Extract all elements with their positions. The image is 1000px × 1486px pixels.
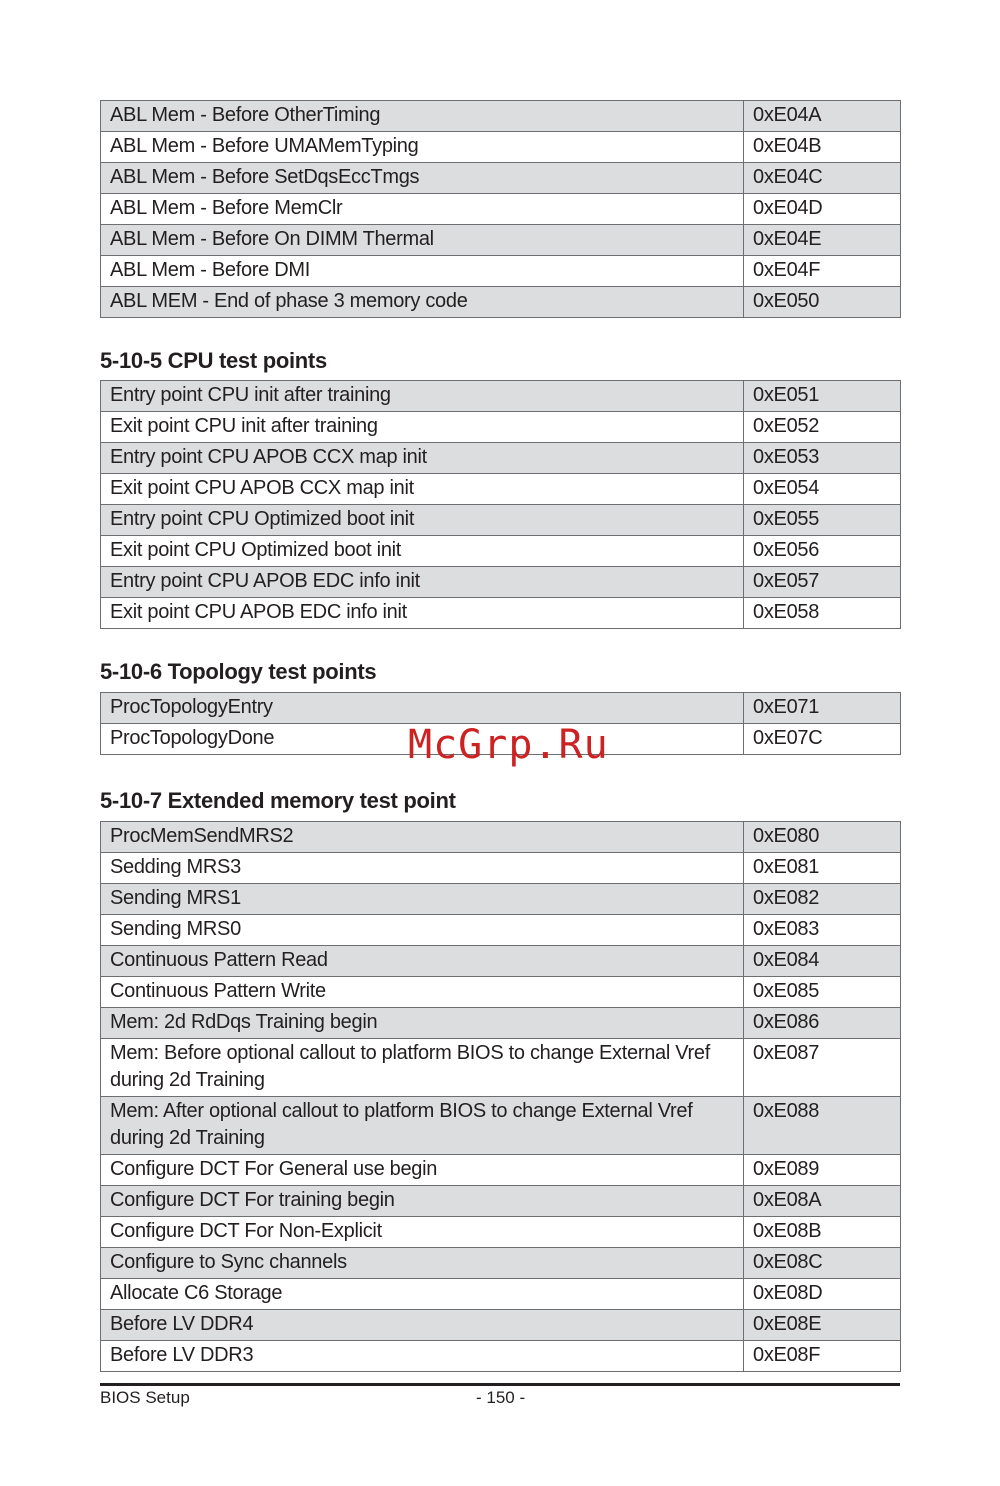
row-description: ABL Mem - Before SetDqsEccTmgs xyxy=(101,163,744,194)
table-row xyxy=(101,946,901,977)
table-row xyxy=(101,256,901,287)
row-code: 0xE085 xyxy=(744,977,901,1008)
table-row xyxy=(101,567,901,598)
row-code: 0xE088 xyxy=(744,1097,901,1155)
row-description: Entry point CPU APOB CCX map init xyxy=(101,443,744,474)
row-code: 0xE08F xyxy=(744,1341,901,1372)
table-row xyxy=(101,822,901,853)
table-row xyxy=(101,443,901,474)
row-code: 0xE058 xyxy=(744,598,901,629)
table-row xyxy=(101,1008,901,1039)
section-heading-topology: 5-10-6 Topology test points xyxy=(100,659,377,684)
table-row xyxy=(101,693,901,724)
row-description: Configure DCT For Non-Explicit xyxy=(101,1217,744,1248)
table-row xyxy=(101,474,901,505)
row-description: Entry point CPU APOB EDC info init xyxy=(101,567,744,598)
table-abl-mem xyxy=(100,100,901,318)
row-description: Before LV DDR4 xyxy=(101,1310,744,1341)
row-description: Sending MRS0 xyxy=(101,915,744,946)
watermark: McGrp.Ru xyxy=(408,722,609,768)
page-number: - 150 - xyxy=(476,1388,526,1407)
row-description: Sedding MRS3 xyxy=(101,853,744,884)
footer-divider xyxy=(100,1383,900,1386)
row-description: ABL Mem - Before DMI xyxy=(101,256,744,287)
row-description: ABL Mem - Before On DIMM Thermal xyxy=(101,225,744,256)
table-row xyxy=(101,1217,901,1248)
table-row xyxy=(101,163,901,194)
table-row xyxy=(101,194,901,225)
row-description: Mem: Before optional callout to platform BIOS to change External Vref during 2d Training xyxy=(101,1039,744,1097)
row-code: 0xE08D xyxy=(744,1279,901,1310)
table-row xyxy=(101,505,901,536)
table-row xyxy=(101,1341,901,1372)
table-cpu-test-points xyxy=(100,380,901,629)
table-row xyxy=(101,598,901,629)
row-code: 0xE084 xyxy=(744,946,901,977)
row-code: 0xE04D xyxy=(744,194,901,225)
row-description: ABL Mem - Before MemClr xyxy=(101,194,744,225)
row-description: Sending MRS1 xyxy=(101,884,744,915)
table-row xyxy=(101,1310,901,1341)
row-description: ProcTopologyDone xyxy=(101,724,744,755)
table-row xyxy=(101,381,901,412)
table-row xyxy=(101,884,901,915)
row-code: 0xE083 xyxy=(744,915,901,946)
table-row xyxy=(101,101,901,132)
row-description: ABL Mem - Before UMAMemTyping xyxy=(101,132,744,163)
table-row xyxy=(101,225,901,256)
row-code: 0xE08A xyxy=(744,1186,901,1217)
row-code: 0xE08C xyxy=(744,1248,901,1279)
row-code: 0xE089 xyxy=(744,1155,901,1186)
row-code: 0xE04A xyxy=(744,101,901,132)
row-code: 0xE053 xyxy=(744,443,901,474)
table-row xyxy=(101,1186,901,1217)
row-code: 0xE051 xyxy=(744,381,901,412)
row-description: Entry point CPU init after training xyxy=(101,381,744,412)
table-row xyxy=(101,536,901,567)
row-description: Exit point CPU APOB EDC info init xyxy=(101,598,744,629)
row-description: Exit point CPU init after training xyxy=(101,412,744,443)
table-row xyxy=(101,1248,901,1279)
row-code: 0xE057 xyxy=(744,567,901,598)
table-row xyxy=(101,1039,901,1097)
table-row xyxy=(101,853,901,884)
row-description: ProcMemSendMRS2 xyxy=(101,822,744,853)
row-description: ABL Mem - Before OtherTiming xyxy=(101,101,744,132)
row-description: Continuous Pattern Read xyxy=(101,946,744,977)
row-code: 0xE087 xyxy=(744,1039,901,1097)
row-code: 0xE050 xyxy=(744,287,901,318)
table-row xyxy=(101,1155,901,1186)
row-code: 0xE082 xyxy=(744,884,901,915)
section-heading-extended-memory: 5-10-7 Extended memory test point xyxy=(100,788,456,813)
table-row xyxy=(101,1097,901,1155)
row-code: 0xE04E xyxy=(744,225,901,256)
row-description: Exit point CPU Optimized boot init xyxy=(101,536,744,567)
row-description: Mem: 2d RdDqs Training begin xyxy=(101,1008,744,1039)
row-description: Configure to Sync channels xyxy=(101,1248,744,1279)
row-description: Entry point CPU Optimized boot init xyxy=(101,505,744,536)
footer-section-label: BIOS Setup xyxy=(100,1388,190,1407)
row-description: Mem: After optional callout to platform BIOS to change External Vref during 2d Training xyxy=(101,1097,744,1155)
table-row xyxy=(101,977,901,1008)
row-description: Configure DCT For General use begin xyxy=(101,1155,744,1186)
row-code: 0xE04B xyxy=(744,132,901,163)
table-row xyxy=(101,287,901,318)
row-code: 0xE04C xyxy=(744,163,901,194)
table-row xyxy=(101,132,901,163)
table-row xyxy=(101,412,901,443)
row-description: ABL MEM - End of phase 3 memory code xyxy=(101,287,744,318)
row-description: Allocate C6 Storage xyxy=(101,1279,744,1310)
table-row xyxy=(101,1279,901,1310)
row-code: 0xE08B xyxy=(744,1217,901,1248)
row-code: 0xE052 xyxy=(744,412,901,443)
row-code: 0xE07C xyxy=(744,724,901,755)
section-heading-cpu: 5-10-5 CPU test points xyxy=(100,348,327,373)
row-code: 0xE071 xyxy=(744,693,901,724)
row-code: 0xE080 xyxy=(744,822,901,853)
row-code: 0xE081 xyxy=(744,853,901,884)
table-row xyxy=(101,915,901,946)
row-code: 0xE086 xyxy=(744,1008,901,1039)
table-extended-memory-test-points xyxy=(100,821,901,1372)
row-code: 0xE054 xyxy=(744,474,901,505)
row-description: Configure DCT For training begin xyxy=(101,1186,744,1217)
row-description: Continuous Pattern Write xyxy=(101,977,744,1008)
row-code: 0xE056 xyxy=(744,536,901,567)
row-description: Exit point CPU APOB CCX map init xyxy=(101,474,744,505)
row-code: 0xE04F xyxy=(744,256,901,287)
row-description: Before LV DDR3 xyxy=(101,1341,744,1372)
row-code: 0xE055 xyxy=(744,505,901,536)
row-code: 0xE08E xyxy=(744,1310,901,1341)
row-description: ProcTopologyEntry xyxy=(101,693,744,724)
